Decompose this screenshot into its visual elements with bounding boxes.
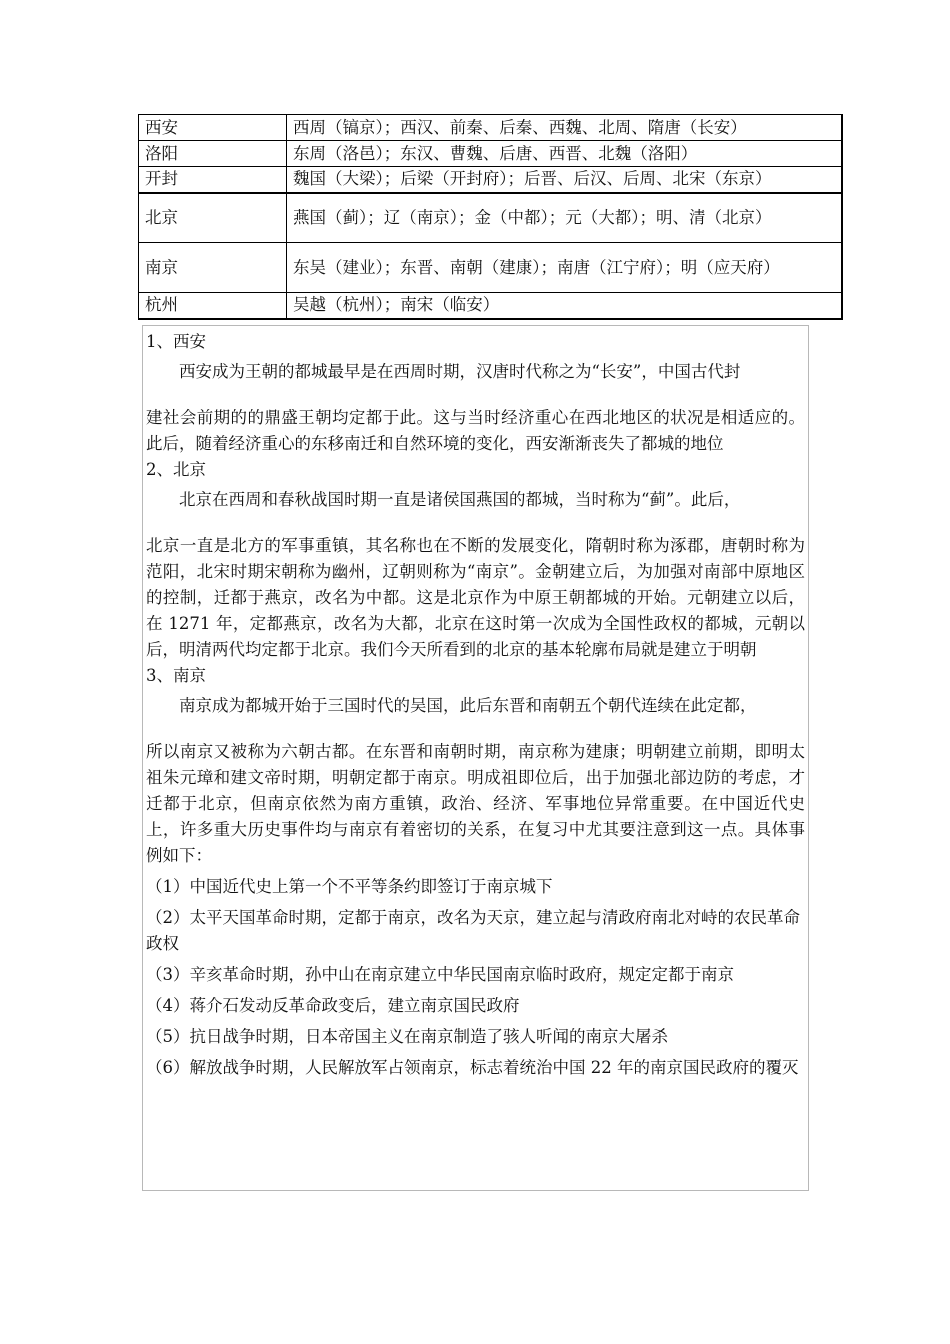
list-item: （1）中国近代史上第一个不平等条约即签订于南京城下: [146, 877, 553, 896]
dynasties-cell: 东周（洛邑）；东汉、曹魏、后唐、西晋、北魏（洛阳）: [287, 141, 843, 167]
dynasties-cell: 东吴（建业）；东晋、南朝（建康）；南唐（江宁府）；明（应天府）: [287, 243, 843, 293]
paragraph-first-line: 北京在西周和春秋战国时期一直是诸侯国燕国的都城，当时称为“蓟”。此后，: [179, 490, 741, 509]
city-cell: 杭州: [139, 293, 287, 319]
city-cell: 西安: [139, 115, 287, 141]
list-item: （5）抗日战争时期，日本帝国主义在南京制造了骇人听闻的南京大屠杀: [146, 1027, 668, 1046]
dynasties-cell: 燕国（蓟）；辽（南京）；金（中都）；元（大都）；明、清（北京）: [287, 193, 843, 243]
list-item: （6）解放战争时期，人民解放军占领南京，标志着统治中国 22 年的南京国民政府的覆灭: [146, 1058, 799, 1077]
paragraph-first-line: 西安成为王朝的都城最早是在西周时期，汉唐时代称之为“长安”，中国古代封: [179, 362, 741, 381]
table-row: [139, 243, 843, 293]
dynasties-cell: 西周（镐京）；西汉、前秦、后秦、西魏、北周、隋唐（长安）: [287, 115, 843, 141]
list-item: （4）蒋介石发动反革命政变后，建立南京国民政府: [146, 996, 520, 1015]
table-row: [139, 141, 843, 167]
list-item: （3）辛亥革命时期，孙中山在南京建立中华民国南京临时政府，规定定都于南京: [146, 965, 734, 984]
paragraph-body: 建社会前期的的鼎盛王朝均定都于此。这与当时经济重心在西北地区的状况是相适应的。此后，随着经济重心的东移南迁和自然环境的变化，西安渐渐丧失了都城的地位: [146, 408, 805, 453]
list-item: （2）太平天国革命时期，定都于南京，改名为天京，建立起与清政府南北对峙的农民革命政权: [146, 908, 800, 953]
section-heading: 2、北京: [146, 460, 206, 479]
section-xian: [146, 329, 805, 457]
section-heading: 1、西安: [146, 332, 206, 351]
section-beijing: [146, 457, 805, 663]
section-heading: 3、南京: [146, 666, 206, 685]
dynasties-cell: 魏国（大梁）；后梁（开封府）；后晋、后汉、后周、北宋（东京）: [287, 167, 843, 193]
city-cell: 洛阳: [139, 141, 287, 167]
paragraph-first-line: 南京成为都城开始于三国时代的吴国，此后东晋和南朝五个朝代连续在此定都，: [179, 696, 757, 715]
city-cell: 南京: [139, 243, 287, 293]
table-row: [139, 115, 843, 141]
paragraph-body: 北京一直是北方的军事重镇，其名称也在不断的发展变化，隋朝时称为涿郡，唐朝时称为范阳，北宋时期宋朝称为幽州，辽朝则称为“南京”。金朝建立后，为加强对南部中原地区的控制，迁都于燕京，改名为中都。这是北京作为中原王朝都城的开始。元朝建立以后，在 1271 年，定都燕京，改名为大都，北京在这时第一次成为全国性政权的都城，元朝以后，明清两代均定都于北京。我们今天所看到的北京的基本轮廓布局就是建立于明朝: [146, 536, 805, 659]
dynasties-cell: 吴越（杭州）；南宋（临安）: [287, 293, 843, 319]
table-row: [139, 193, 843, 243]
paragraph-body: 所以南京又被称为六朝古都。在东晋和南朝时期，南京称为建康；明朝建立前期，即明太祖朱元璋和建文帝时期，明朝定都于南京。明成祖即位后，出于加强北部边防的考虑，才迁都于北京，但南京依然为南方重镇，政治、经济、军事地位异常重要。在中国近代史上，许多重大历史事件均与南京有着密切的关系，在复习中尤其要注意到这一点。具体事例如下：: [146, 742, 805, 865]
city-cell: 开封: [139, 167, 287, 193]
table-row: [139, 293, 843, 319]
city-cell: 北京: [139, 193, 287, 243]
section-nanjing: [146, 663, 805, 1081]
capitals-table: [138, 114, 843, 320]
table-row: [139, 167, 843, 193]
text-box: [142, 325, 809, 1191]
